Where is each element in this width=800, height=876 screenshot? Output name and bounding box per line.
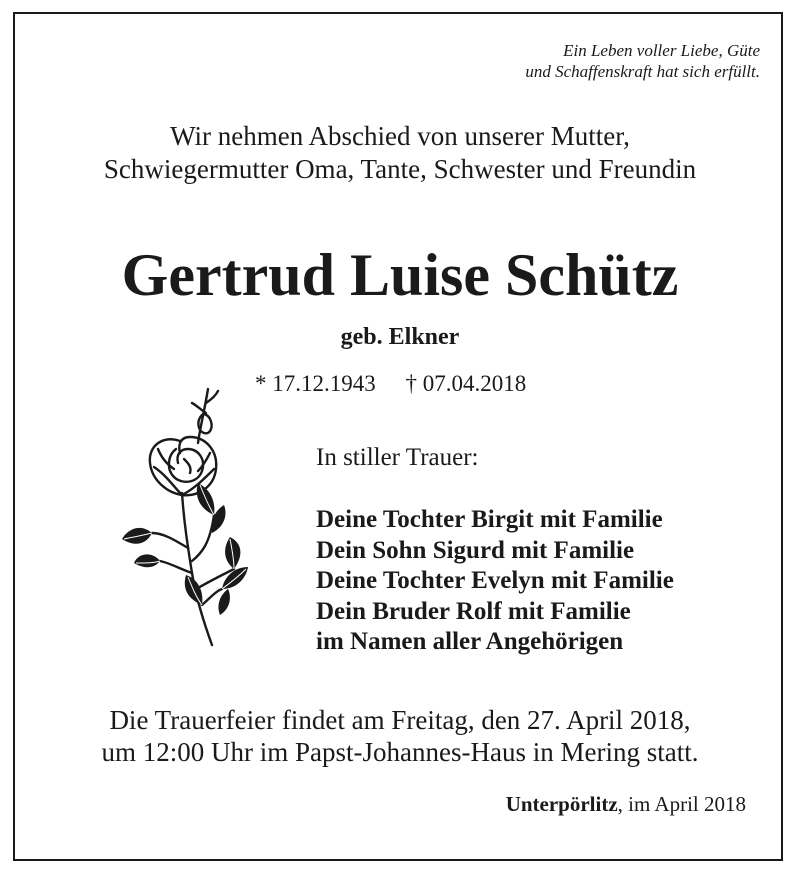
deceased-name: Gertrud Luise Schütz [121, 242, 679, 308]
mourning-heading: In stiller Trauer: [316, 444, 479, 471]
mourners-list [316, 505, 674, 658]
life-dates [255, 369, 526, 399]
mourner-item: Dein Sohn Sigurd mit Familie [316, 536, 635, 564]
intro-line-1: Wir nehmen Abschied von unserer Mutter, [170, 121, 630, 151]
maiden-name: geb. Elkner [340, 324, 460, 350]
motto-line-2: und Schaffenskraft hat sich erfüllt. [525, 62, 760, 81]
intro-line-2: Schwiegermutter Oma, Tante, Schwester und Freundin [103, 154, 697, 184]
service-line-2: um 12:00 Uhr im Papst-Johannes-Haus in Mering statt. [101, 737, 699, 767]
mourner-item: Deine Tochter Birgit mit Familie [316, 506, 663, 533]
mourner-item: Dein Bruder Rolf mit Familie [316, 597, 631, 625]
motto-line-1: Ein Leben voller Liebe, Güte [563, 41, 760, 60]
mourner-item: im Namen aller Angehörigen [316, 628, 624, 655]
death-date: † 07.04.2018 [405, 371, 527, 396]
funeral-service-info [0, 704, 800, 768]
rose-icon [118, 383, 258, 653]
place-town: Unterpörlitz [505, 792, 618, 816]
motto [525, 40, 760, 82]
birth-date: * 17.12.1943 [255, 371, 376, 396]
place-date: , im April 2018 [617, 792, 746, 816]
mourner-item: Deine Tochter Evelyn mit Familie [316, 567, 674, 594]
place-and-date [506, 790, 746, 818]
service-line-1: Die Trauerfeier findet am Freitag, den 27. April 2018, [109, 705, 691, 735]
intro-text [0, 120, 800, 186]
